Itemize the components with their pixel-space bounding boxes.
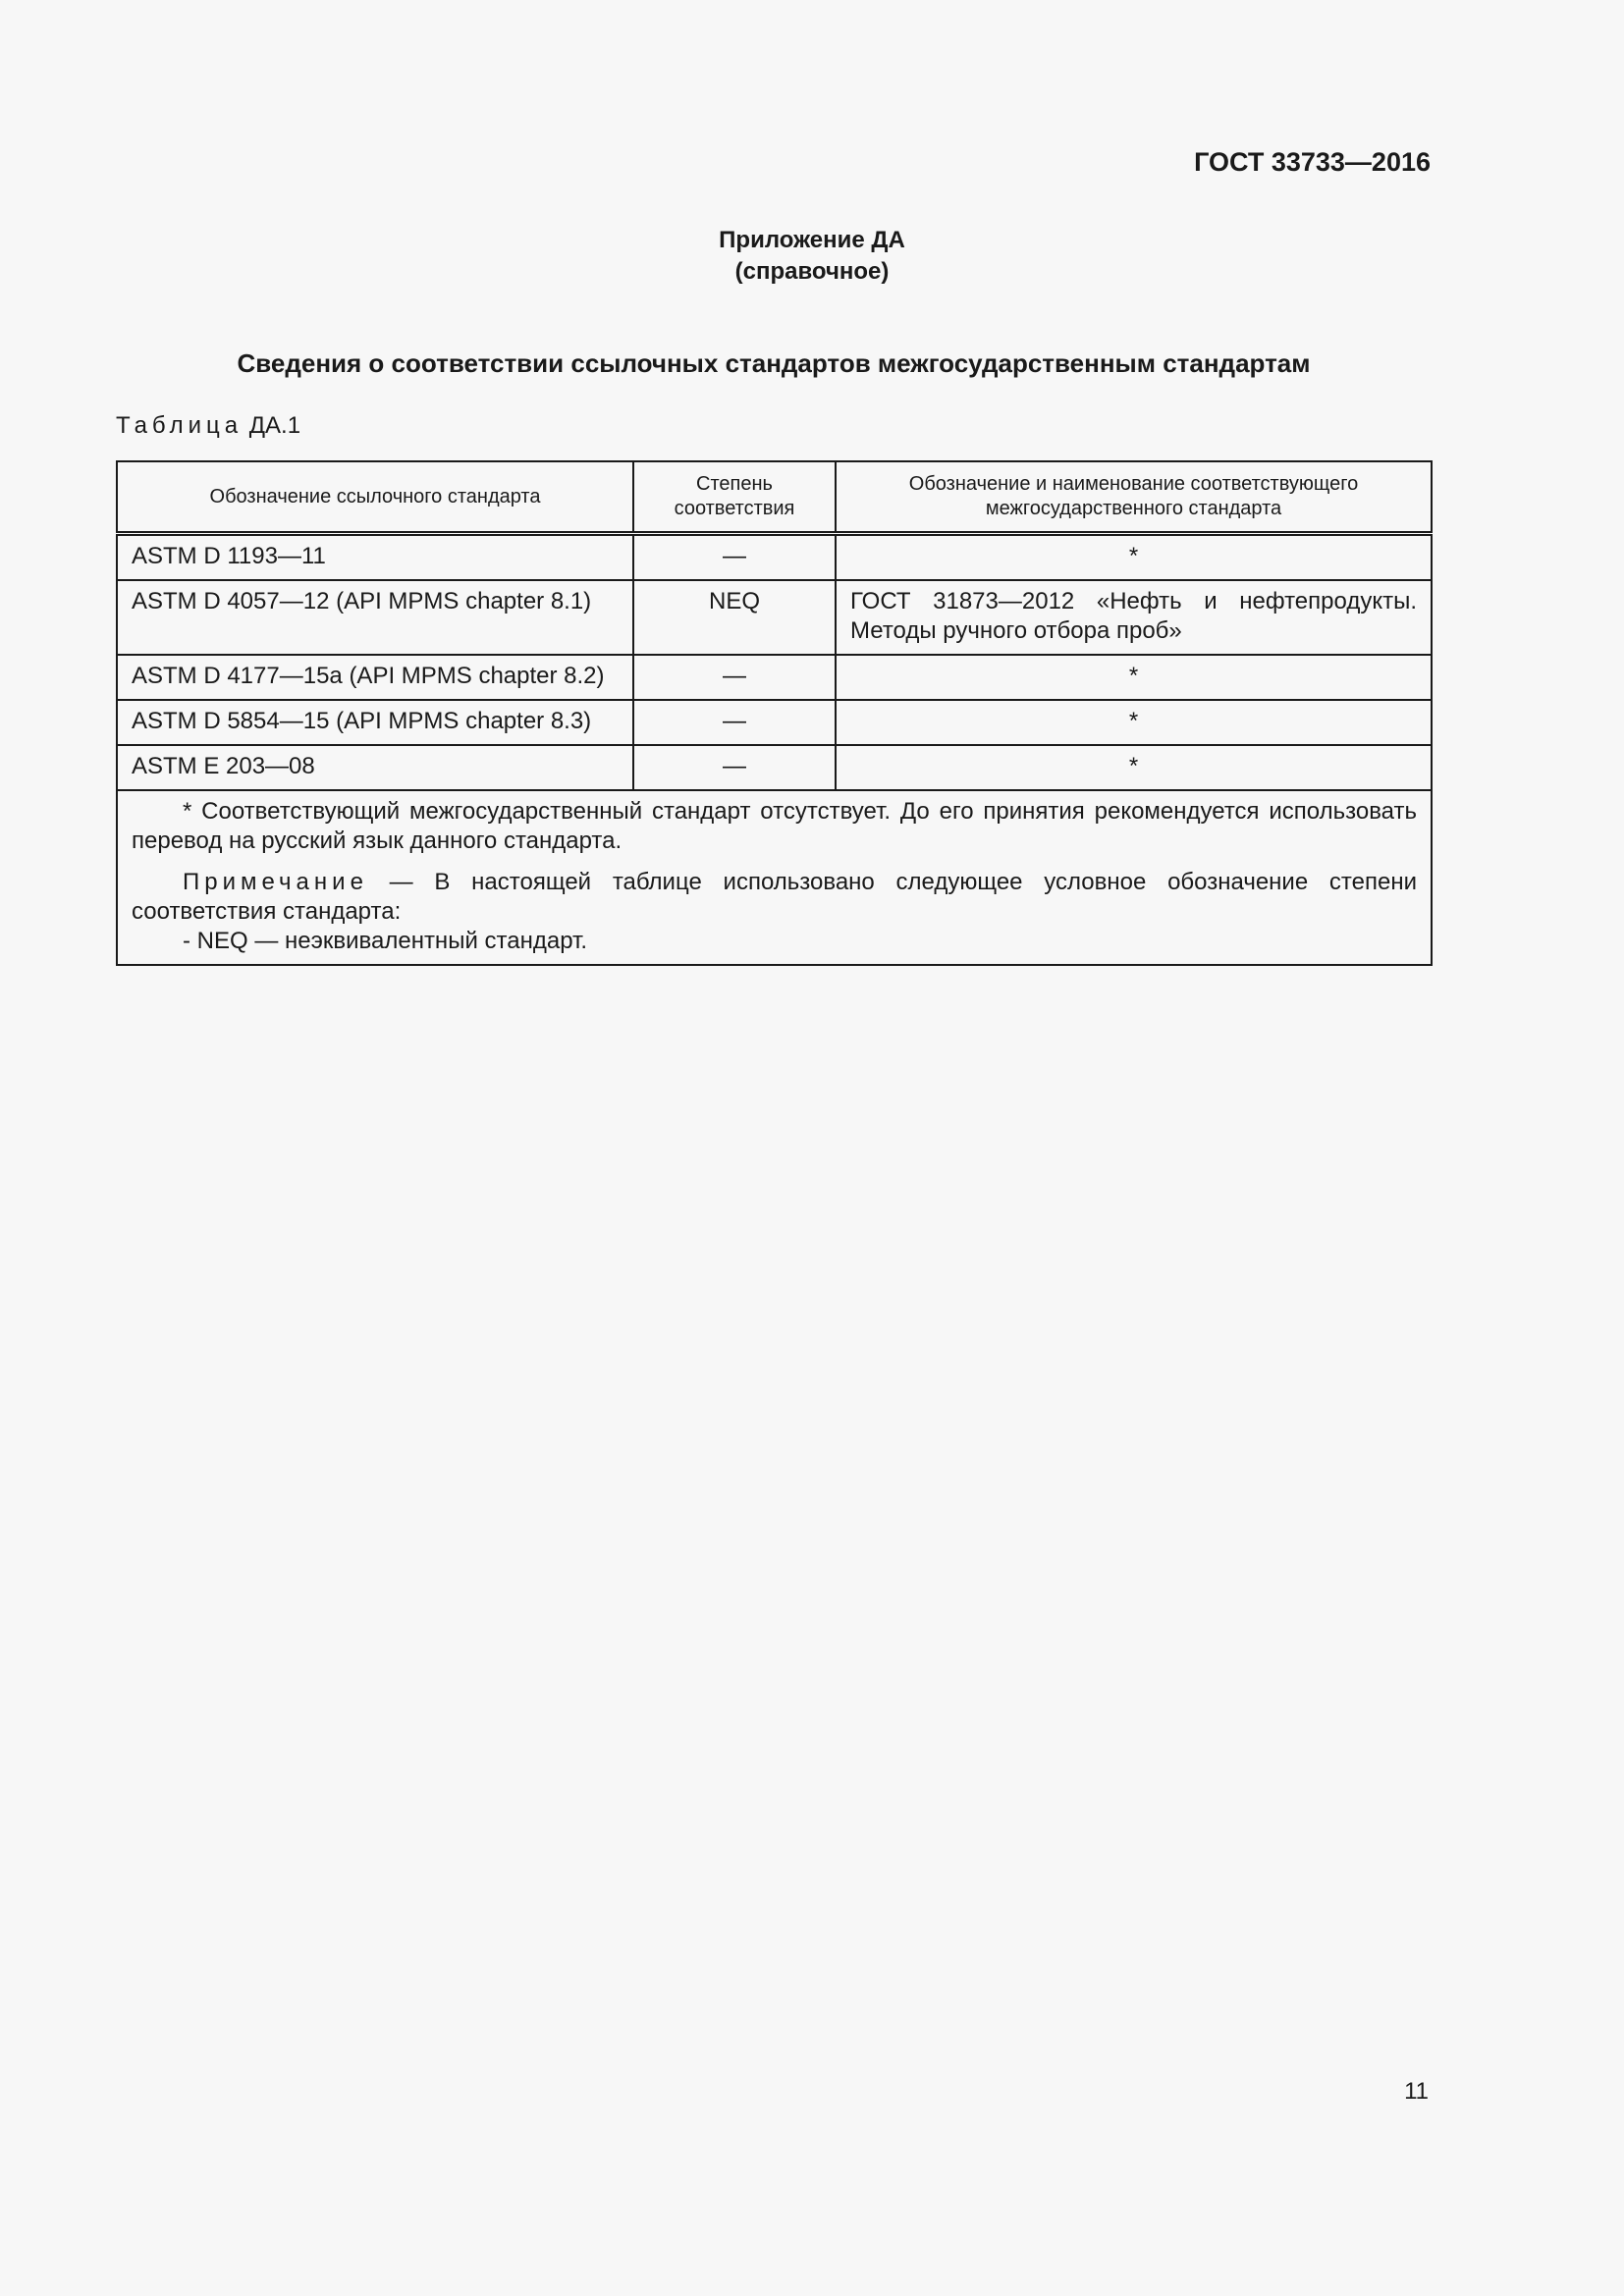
ref-standard-cell: ASTM D 5854—15 (API MPMS chapter 8.3) [117, 700, 633, 745]
degree-cell: — [633, 700, 836, 745]
table-row [117, 580, 1432, 655]
ref-standard-cell: ASTM D 1193—11 [117, 534, 633, 581]
table-row [117, 745, 1432, 790]
table-header-row [117, 461, 1432, 534]
section-title: Сведения о соответствии ссылочных стандартов межгосударственным стандартам [237, 348, 1311, 378]
table-caption [116, 412, 300, 440]
table-row [117, 534, 1432, 581]
table-notes-row [117, 790, 1432, 965]
note-text: — В настоящей таблице использовано следующее условное обозначение степени соответствия стандарта: [132, 869, 1417, 925]
degree-cell: — [633, 655, 836, 700]
column-header-ref: Обозначение ссылочного стандарта [117, 461, 633, 534]
table-footnote: * Соответствующий межгосударственный стандарт отсутствует. До его принятия рекомендуется использовать перевод на русский язык данного стандарта. [132, 798, 1417, 854]
degree-cell: — [633, 745, 836, 790]
appendix-title: Приложение ДА [719, 227, 905, 253]
table-note [132, 868, 1417, 927]
ref-standard-cell: ASTM E 203—08 [117, 745, 633, 790]
table-caption-number: ДА.1 [248, 412, 301, 439]
column-header-degree: Степень соответствия [633, 461, 836, 534]
note-list-item: - NEQ — неэквивалентный стандарт. [183, 928, 588, 954]
note-label: Примечание [183, 869, 368, 895]
column-header-gost: Обозначение и наименование соответствующего межгосударственного стандарта [836, 461, 1432, 534]
appendix-heading [0, 225, 1624, 288]
degree-cell: NEQ [633, 580, 836, 655]
document-code: ГОСТ 33733—2016 [1194, 147, 1431, 177]
ref-standard-cell: ASTM D 4057—12 (API MPMS chapter 8.1) [117, 580, 633, 655]
correspondence-table [116, 460, 1433, 966]
degree-cell: — [633, 534, 836, 581]
gost-cell: * [836, 655, 1432, 700]
ref-standard-cell: ASTM D 4177—15a (API MPMS chapter 8.2) [117, 655, 633, 700]
gost-cell: * [836, 745, 1432, 790]
gost-cell: ГОСТ 31873—2012 «Нефть и нефтепродукты. Методы ручного отбора проб» [836, 580, 1432, 655]
appendix-subtitle: (справочное) [734, 258, 890, 285]
gost-cell: * [836, 700, 1432, 745]
page-number: 11 [1404, 2078, 1429, 2105]
table-notes-cell [117, 790, 1432, 965]
table-row [117, 700, 1432, 745]
table-row [117, 655, 1432, 700]
table-caption-word: Таблица [116, 412, 244, 439]
gost-cell: * [836, 534, 1432, 581]
